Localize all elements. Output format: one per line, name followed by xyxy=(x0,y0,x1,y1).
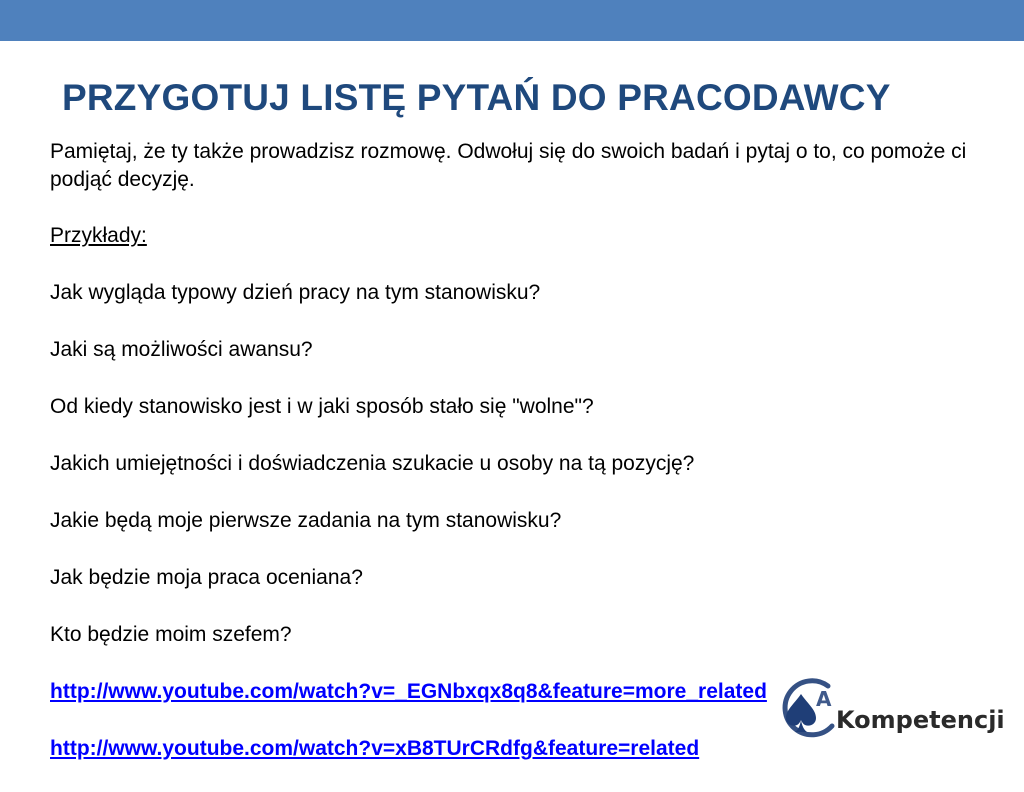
question-6: Jak będzie moja praca oceniana? xyxy=(50,566,363,589)
slide-title: PRZYGOTUJ LISTĘ PYTAŃ DO PRACODAWCY xyxy=(62,77,891,118)
question-5: Jakie będą moje pierwsze zadania na tym stanowisku? xyxy=(50,509,562,532)
question-1: Jak wygląda typowy dzień pracy na tym stanowisku? xyxy=(50,281,541,304)
intro-paragraph: Pamiętaj, że ty także prowadzisz rozmowę. Odwołuj się do swoich badań i pytaj o to, co pomoże ci podjąć decyzję. xyxy=(50,140,967,191)
top-bar xyxy=(0,0,1024,41)
logo-text: Kompetencji xyxy=(836,706,1005,734)
youtube-link-1[interactable]: http://www.youtube.com/watch?v=_EGNbxqx8q8&feature=more_related xyxy=(50,680,767,703)
question-4: Jakich umiejętności i doświadczenia szukacie u osoby na tą pozycję? xyxy=(50,452,695,475)
question-2: Jaki są możliwości awansu? xyxy=(50,338,313,361)
question-7: Kto będzie moim szefem? xyxy=(50,623,292,646)
examples-label: Przykłady: xyxy=(50,224,147,247)
kompetencji-logo xyxy=(770,672,1005,744)
svg-text:A: A xyxy=(816,687,832,711)
question-3: Od kiedy stanowisko jest i w jaki sposób stało się "wolne"? xyxy=(50,395,594,418)
youtube-link-2[interactable]: http://www.youtube.com/watch?v=xB8TUrCRdfg&feature=related xyxy=(50,737,700,760)
logo-spade-icon xyxy=(770,672,840,744)
